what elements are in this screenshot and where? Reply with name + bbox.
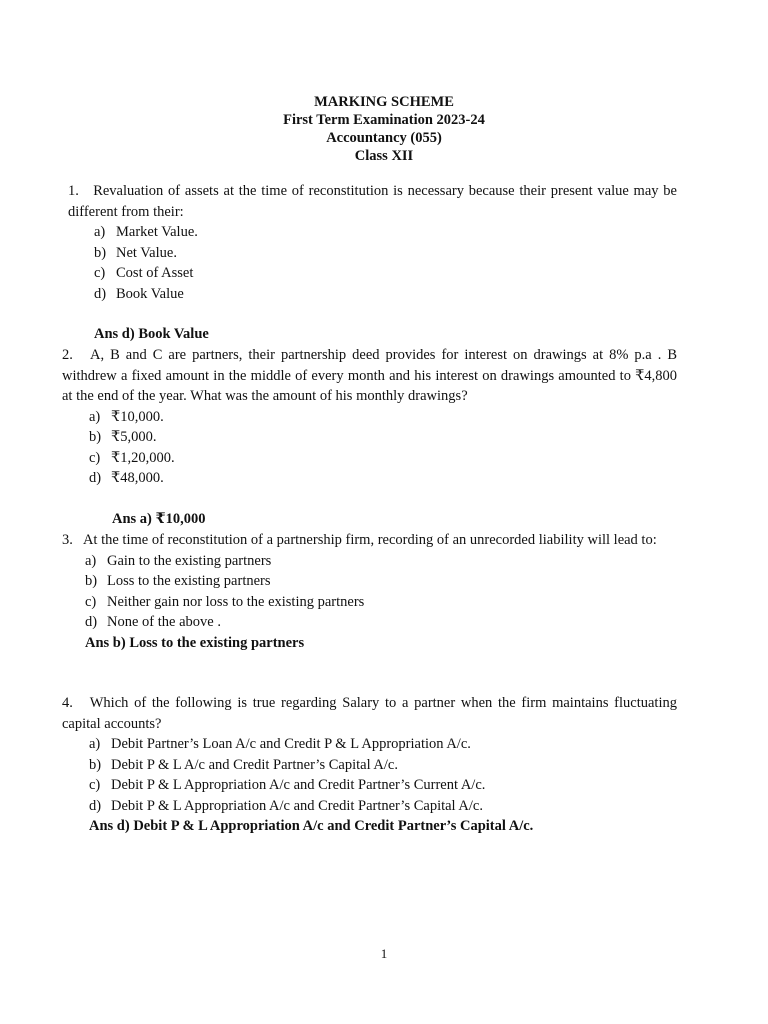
question-text: Which of the following is true regarding Salary to a partner when the firm maintains fluctuating capital accounts? xyxy=(62,695,677,732)
option-text: ₹1,20,000. xyxy=(111,449,175,466)
option-text: Debit Partner’s Loan A/c and Credit P & L Appropriation A/c. xyxy=(111,736,471,752)
answer-1: Ans d) Book Value xyxy=(94,326,209,342)
option-a xyxy=(62,734,677,755)
option-letter: d) xyxy=(89,470,102,486)
option-text: Debit P & L A/c and Credit Partner’s Capital A/c. xyxy=(111,756,398,773)
option-letter: d) xyxy=(94,285,107,302)
option-letter: a) xyxy=(94,224,106,240)
option-b xyxy=(62,427,677,448)
option-a xyxy=(62,551,677,572)
option-text: Neither gain nor loss to the existing partners xyxy=(107,593,365,610)
option-letter: a) xyxy=(89,408,101,425)
option-letter: c) xyxy=(94,265,106,281)
question-number: 4. xyxy=(62,695,73,711)
question-text: At the time of reconstitution of a partnership firm, recording of an unrecorded liability will lead to: xyxy=(82,532,657,548)
question-text: Revaluation of assets at the time of reconstitution is necessary because their present value may be different from their: xyxy=(68,183,677,220)
question-3-stem xyxy=(62,530,677,551)
question-2 xyxy=(62,345,677,529)
option-c xyxy=(62,592,677,613)
question-number: 1. xyxy=(68,183,79,199)
option-letter: d) xyxy=(85,614,98,630)
option-letter: a) xyxy=(89,736,101,752)
option-text: ₹48,000. xyxy=(111,470,164,486)
option-text: ₹10,000. xyxy=(111,408,164,425)
option-letter: b) xyxy=(89,429,102,445)
option-text: Net Value. xyxy=(116,244,177,261)
question-1 xyxy=(62,181,677,345)
question-3 xyxy=(62,530,677,653)
page-number: 1 xyxy=(380,946,388,961)
option-letter: c) xyxy=(89,777,101,793)
option-b xyxy=(62,755,677,776)
option-text: Cost of Asset xyxy=(116,265,194,281)
option-d xyxy=(62,284,677,305)
option-a xyxy=(62,222,677,243)
option-text: Market Value. xyxy=(116,224,198,240)
option-b xyxy=(62,571,677,592)
question-1-stem xyxy=(62,181,677,222)
question-2-stem xyxy=(62,345,677,407)
option-letter: b) xyxy=(89,756,102,773)
option-d xyxy=(62,612,677,633)
option-text: Debit P & L Appropriation A/c and Credit Partner’s Current A/c. xyxy=(111,777,486,793)
header-class: Class XII xyxy=(354,148,414,164)
option-letter: b) xyxy=(94,244,107,261)
option-letter: c) xyxy=(89,449,101,466)
header-exam: First Term Examination 2023-24 xyxy=(283,112,485,128)
option-text: None of the above . xyxy=(107,614,221,630)
document-header xyxy=(0,93,768,165)
option-text: ₹5,000. xyxy=(111,429,157,445)
option-text: Loss to the existing partners xyxy=(107,573,271,589)
option-text: Gain to the existing partners xyxy=(107,552,272,569)
option-d xyxy=(62,796,677,817)
option-d xyxy=(62,468,677,489)
option-letter: a) xyxy=(85,552,97,569)
question-text: A, B and C are partners, their partnership deed provides for interest on drawings at 8% p.a . B withdrew a fixed amount in the middle of every month and his interest on drawings amounted to ₹4,800 at the end of the year. What was the amount of his monthly drawings? xyxy=(62,347,677,404)
answer-3: Ans b) Loss to the existing partners xyxy=(85,634,305,651)
option-c xyxy=(62,263,677,284)
option-c xyxy=(62,448,677,469)
header-title: MARKING SCHEME xyxy=(314,94,454,110)
option-b xyxy=(62,243,677,264)
option-c xyxy=(62,775,677,796)
option-letter: c) xyxy=(85,593,97,610)
option-a xyxy=(62,407,677,428)
answer-4: Ans d) Debit P & L Appropriation A/c and Credit Partner’s Capital A/c. xyxy=(89,818,534,834)
option-text: Book Value xyxy=(116,285,184,302)
answer-2: Ans a) ₹10,000 xyxy=(112,510,206,527)
option-letter: b) xyxy=(85,573,98,589)
option-text: Debit P & L Appropriation A/c and Credit Partner’s Capital A/c. xyxy=(111,797,483,814)
question-number: 3. xyxy=(62,532,73,548)
question-4-stem xyxy=(62,693,677,734)
question-number: 2. xyxy=(62,347,73,363)
header-subject: Accountancy (055) xyxy=(326,130,442,146)
option-letter: d) xyxy=(89,797,102,814)
question-4 xyxy=(62,693,677,837)
